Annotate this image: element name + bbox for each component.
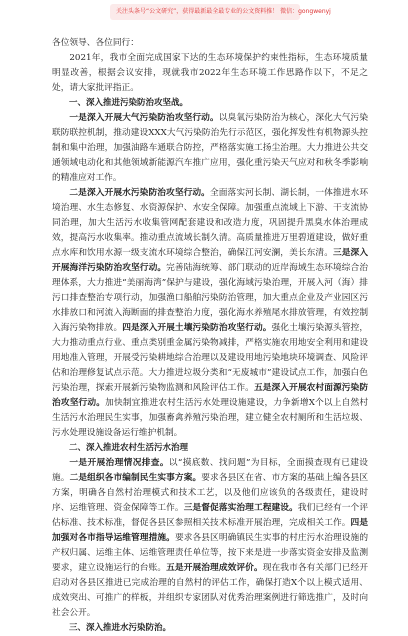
s2-p1-body5: 现在我市各有关部门已经开启动对各县区推进已完成治理的自然村的评估工作，确保打造X个以上模式适用、成效突出、可推广的样板，并组织专家团队对优秀治理案例进行筛选推广，及时向社会公开。 [52,563,369,618]
intro-paragraph: 2021年，我市全面完成国家下达的生态环境保护约束性指标，生态环境质量明显改善，根据会议安排，现就我市2022年生态环境工作思路作以下，不足之处，请大家批评指正。 [52,53,368,93]
s1-p5-body: 加快制宜推进农村生活污水处理设施建设，力争新增X个以上自然村生活污水治理民生实事，加强畜禽养殖污染治理，建立健全农村厕所和生活垃圾、污水处理设施设备运行维护机制。 [52,398,369,438]
s2-p1-body2: 要求各县区在省、市方案的基础上编各县区方案，明确各自然村治理模式和技术工艺，以及他们应该负的各级责任，建设时序、运维管理、资金保障等工作。 [52,473,369,513]
s1-p5-lead: 五是深入开展农村面源污染防治攻坚行动。 [52,383,369,408]
s1-p2-lead: 二是深入开展水污染防治攻坚行动。 [69,188,210,198]
s2-p1-lead5: 五是开展治理成效评价。 [166,563,263,573]
greeting: 各位领导、各位同行： [52,38,139,48]
s2-p1-body3: 我们已经有一个评估标准、技术标准，督促各县区参照相关技术标准开展治理，完成相关工作。 [52,503,369,528]
s1-p4-body: 强化土壤污染源头管控，大力推动重点行业、重点类别重金属污染物减排，严格实施农用地安全利用和建设用地准入管理，开展受污染耕地综合治理以及建设用地污染地块环境调查、风险评估和治理修复试点示范。大力推进垃圾分类和“无废城市”建设试点工作，加强白色污染治理，探索开展新污染物监测和风险评估工作。 [52,323,369,393]
s1-p2-body: 全面落实河长制、湖长制，一体推进水环境治理、水生态修复、水资源保护、水安全保障。加强重点流域上下游、干支流协同治理，加大生活污水收集管网配套建设和改造力度，巩固提升黑臭水体治理成效，提高污水收集率。推动重点流域长制久清。高质量推进万里碧道建设，做好重点水库和饮用水源一级支流水环境综合整治，确保江河安澜，美长东清。 [52,188,369,258]
banner-text: 关注头条号“公文研究”，获得最新最全最专业的公文资料推！ 微信：gongwenyj [116,8,331,15]
s1-paragraph-2 [52,186,368,441]
s1-p1-lead: 一是深入开展大气污染防治攻坚行动。 [69,113,219,123]
s2-p1-lead3: 三是督促落实治理工程建设。 [183,503,298,513]
s2-p1-body: 以“摸底数、找问题”为目标，全面摸查现有已建设施。 [52,458,368,483]
s2-paragraph-1 [52,456,368,621]
section-3-title: 三、深入推进水污染防治。 [69,623,172,633]
s2-p1-lead4: 四是加强对各市指导运维管理措施。 [52,518,369,543]
s1-paragraph-1 [52,111,368,186]
top-banner [0,0,408,26]
s1-p4-lead: 四是深入开展土壤污染防治攻坚行动。 [122,323,272,333]
s1-p3-body: 完善陆海统筹、部门联动的近岸海域生态环境综合治理体系，大力推进“美丽海湾”保护与建设，强化海域污染治理，开展入河（海）排污口排查整治专项行动，加强渔口船舶污染防治管理，加大重点企业及产业园区污水排放口和河流入海断面的排查整治力度，强化海水养殖尾水排放管理，有效控制入海污染物排放。 [52,263,369,333]
section-2-title: 二、深入推进农村生活污水治理 [69,443,189,453]
s1-p1-body: 以臭氧污染防治为核心，深化大气污染联防联控机制，推动建设XXX大气污染防治先行示范区，强化挥发性有机物源头控制和集中治理，加强油路车通联合防控，严格落实施工扬尘治理。大力推进公共交通领域电动化和其他领域新能源汽车推广应用，强化重污染天气应对和秋冬季影响的精准应对工作。 [52,113,369,183]
s1-p3-lead: 三是深入开展海洋污染防治攻坚行动。 [52,248,369,273]
document-body [52,36,368,636]
s2-p1-body4: 要求各县区明确镇民生实事的村庄污水治理设施的产权归属、运维主体、运维管理责任单位等，按下来是进一步落实资金安排及监测要求，建立设施运行的台账。 [52,533,369,573]
section-1-title: 一、深入推进污染防治攻坚战。 [69,98,189,108]
s2-p1-lead2: 二是组织各市编制民生实事方案。 [69,473,202,483]
s2-p1-lead: 一是开展治理情况排查。 [69,458,169,468]
